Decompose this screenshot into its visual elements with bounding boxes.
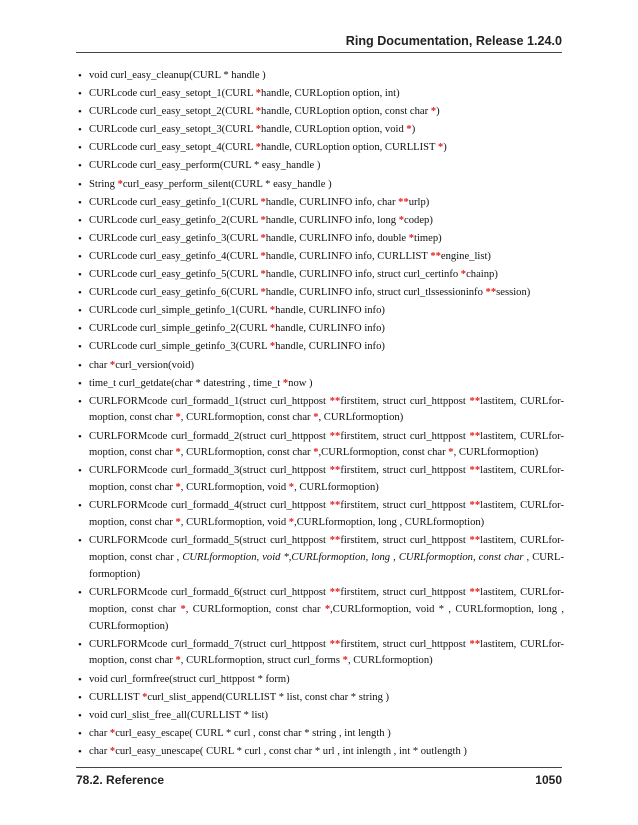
signature-text: ) (443, 142, 447, 154)
signature-text: codep) (404, 214, 433, 226)
function-signature-item (76, 140, 564, 157)
function-signature-item (76, 86, 564, 103)
signature-text: CURLFORMcode curl_formadd_4(struct curl_httppost (89, 500, 330, 512)
signature-text: , CURLformoption, void (180, 517, 289, 529)
signature-text: CURLcode curl_simple_getinfo_3(CURL (89, 341, 270, 353)
signature-text: CURLcode curl_easy_getinfo_3(CURL (89, 232, 261, 244)
pointer-asterisk: * (260, 214, 266, 226)
pointer-asterisk: ** (469, 535, 481, 547)
signature-text: handle, CURLINFO info) (275, 305, 385, 317)
signature-text: ,CURLformoption, void * , CURLformoption, long , CURLformoption) (89, 603, 564, 632)
signature-text: ) (411, 124, 416, 136)
signature-text: firstitem, struct curl_httppost (340, 430, 470, 442)
signature-text: lastitem, CURLfor-moption, const char (89, 500, 564, 529)
page-header (76, 28, 562, 53)
pointer-asterisk: ** (329, 465, 341, 477)
signature-text: , CURLformoption, const char (180, 412, 314, 424)
pointer-asterisk: * (260, 250, 266, 262)
pointer-asterisk: ** (329, 500, 341, 512)
signature-text: CURLcode curl_easy_setopt_3(CURL (89, 124, 256, 136)
function-signature-item (76, 285, 564, 302)
signature-text: , CURLformoption, void (180, 482, 289, 494)
function-signature-item (76, 394, 564, 428)
page-number: 1050 (535, 773, 562, 787)
signature-text: CURLFORMcode curl_formadd_1(struct curl_httppost (89, 395, 330, 407)
signature-text: handle, CURLINFO info, CURLLIST (265, 250, 431, 262)
function-signature-item (76, 122, 564, 139)
page-footer (76, 767, 562, 786)
signature-text: , CURLformoption, struct curl_forms (180, 655, 343, 667)
signature-text: time_t curl_getdate(char * datestring , time_t (89, 377, 283, 389)
signature-text: firstitem, struct curl_httppost (340, 500, 470, 512)
signature-text: CURLcode curl_simple_getinfo_1(CURL (89, 305, 270, 317)
signature-text: handle, CURLoption option, CURLLIST (261, 142, 438, 154)
function-signature-list (76, 68, 564, 761)
pointer-asterisk: * (324, 603, 331, 615)
function-signature-item (76, 321, 564, 338)
signature-text: handle, CURLINFO info, char (265, 196, 399, 208)
signature-text: ) (436, 106, 440, 118)
pointer-asterisk: * (342, 655, 348, 667)
pointer-asterisk: * (269, 341, 276, 353)
signature-text: firstitem, struct curl_httppost (340, 465, 470, 477)
pointer-asterisk: * (142, 691, 148, 703)
signature-text: String (89, 178, 118, 190)
function-signature-item (76, 267, 564, 284)
signature-text: void curl_slist_free_all(CURLLIST * list) (89, 709, 268, 721)
signature-text: handle, CURLINFO info, struct curl_certinfo (265, 269, 461, 281)
pointer-asterisk: ** (469, 465, 481, 477)
pointer-asterisk: * (175, 482, 181, 494)
pointer-asterisk: ** (329, 395, 341, 407)
signature-text: CURLcode curl_simple_getinfo_2(CURL (89, 323, 270, 335)
signature-text: firstitem, struct curl_httppost (340, 535, 470, 547)
pointer-asterisk: * (255, 142, 262, 154)
signature-text: , CURLformoption, const char (180, 447, 314, 459)
signature-text: firstitem, struct curl_httppost (340, 395, 470, 407)
function-signature-item (76, 429, 564, 463)
signature-text: handle, CURLoption option, void (261, 124, 407, 136)
function-signature-item (76, 708, 564, 725)
signature-text: CURLLIST (89, 691, 143, 703)
signature-text: CURLFORMcode curl_formadd_6(struct curl_httppost (89, 586, 330, 598)
pointer-asterisk: ** (469, 500, 481, 512)
pointer-asterisk: * (269, 323, 276, 335)
pointer-asterisk: ** (329, 535, 341, 547)
signature-text: CURLcode curl_easy_getinfo_1(CURL (89, 196, 261, 208)
function-signature-item (76, 249, 564, 266)
pointer-asterisk: * (282, 377, 289, 389)
signature-text: void curl_formfree(struct curl_httppost * form) (89, 673, 290, 685)
pointer-asterisk: * (438, 142, 444, 154)
signature-text: CURLcode curl_easy_getinfo_6(CURL (89, 287, 261, 299)
signature-text: , CURLformoption) (347, 655, 433, 667)
signature-text: CURLFORMcode curl_formadd_5(struct curl_httppost (89, 535, 330, 547)
function-signature-item (76, 358, 564, 375)
signature-text: curl_easy_escape( CURL * curl , const char * string , int length ) (115, 727, 391, 739)
pointer-asterisk: * (260, 232, 266, 244)
section-label: 78.2. Reference (76, 773, 165, 787)
function-signature-item (76, 177, 564, 194)
signature-text: , CURL-formoption) (89, 552, 564, 580)
pointer-asterisk: * (175, 655, 181, 667)
pointer-asterisk: * (260, 287, 266, 299)
function-signature-item (76, 585, 564, 635)
signature-text: char (89, 745, 110, 757)
pointer-asterisk: * (109, 359, 116, 371)
function-signature-item (76, 672, 564, 689)
pointer-asterisk: * (398, 214, 405, 226)
signature-text: char (89, 727, 110, 739)
signature-text: char (89, 359, 110, 371)
signature-text: lastitem, CURLfor-moption, const char (89, 586, 564, 615)
function-signature-item (76, 158, 564, 175)
signature-text: curl_version(void) (115, 359, 195, 371)
function-signature-item (76, 376, 564, 393)
function-signature-item (76, 637, 564, 671)
signature-text: handle, CURLINFO info, double (265, 232, 409, 244)
signature-text: , CURLformoption) (453, 447, 539, 459)
pointer-asterisk: * (260, 196, 266, 208)
pointer-asterisk: * (117, 178, 123, 190)
signature-text: lastitem, CURLfor-moption, const char (89, 430, 564, 459)
signature-text: session) (496, 287, 531, 299)
signature-text: urlp) (408, 196, 430, 208)
pointer-asterisk: * (430, 106, 437, 118)
pointer-asterisk: ** (469, 638, 481, 650)
pointer-asterisk: ** (469, 395, 481, 407)
signature-text: CURLFORMcode curl_formadd_7(struct curl_httppost (89, 638, 330, 650)
signature-text: , CURLformoption) (318, 412, 404, 424)
signature-text: engine_list) (440, 250, 491, 262)
signature-text: , CURLformoption) (294, 482, 379, 494)
signature-text: handle, CURLoption option, int) (261, 88, 400, 100)
pointer-asterisk: * (109, 745, 116, 757)
pointer-asterisk: * (255, 124, 262, 136)
signature-text: lastitem, CURLfor-moption, const char , (89, 535, 564, 564)
signature-text: CURLcode curl_easy_getinfo_4(CURL (89, 250, 261, 262)
pointer-asterisk: * (175, 447, 181, 459)
pointer-asterisk: ** (485, 287, 497, 299)
signature-text: handle, CURLoption option, const char (261, 106, 431, 118)
function-signature-item (76, 533, 564, 583)
pointer-asterisk: * (175, 517, 181, 529)
signature-text: curl_easy_perform_silent(CURL * easy_handle ) (122, 178, 332, 190)
pointer-asterisk: ** (398, 196, 409, 208)
function-signature-item (76, 463, 564, 497)
signature-text: ,CURLformoption, const char (318, 447, 449, 459)
signature-text: , CURLformoption, const char (185, 603, 325, 615)
document-title: Ring Documentation, Release 1.24.0 (345, 34, 562, 48)
pointer-asterisk: * (288, 517, 295, 529)
pointer-asterisk: ** (329, 430, 341, 442)
pointer-asterisk: * (406, 124, 412, 136)
signature-text: curl_easy_unescape( CURL * curl , const char * url , int inlength , int * outlength ) (115, 745, 467, 757)
signature-text: void curl_easy_cleanup(CURL * handle ) (89, 70, 266, 81)
pointer-asterisk: * (255, 106, 262, 118)
pointer-asterisk: * (255, 88, 262, 100)
signature-text: CURLcode curl_easy_getinfo_2(CURL (89, 214, 261, 226)
signature-text: handle, CURLINFO info) (275, 341, 385, 353)
signature-text: timep) (414, 232, 442, 244)
function-signature-item (76, 104, 564, 121)
pointer-asterisk: ** (329, 586, 341, 598)
pointer-asterisk: * (109, 727, 116, 739)
signature-text: CURLcode curl_easy_setopt_2(CURL (89, 106, 256, 118)
pointer-asterisk: * (269, 305, 276, 317)
function-signature-item (76, 744, 564, 761)
signature-text: CURLFORMcode curl_formadd_3(struct curl_httppost (89, 465, 330, 477)
signature-text: lastitem, CURLfor-moption, const char (89, 465, 564, 494)
api-reference-content (76, 68, 564, 762)
function-signature-item (76, 498, 564, 532)
signature-text: handle, CURLINFO info, long (265, 214, 399, 226)
signature-text: lastitem, CURLfor-moption, const char (89, 638, 564, 667)
signature-text: CURLFORMcode curl_formadd_2(struct curl_httppost (89, 430, 330, 442)
pointer-asterisk: ** (329, 638, 341, 650)
pointer-asterisk: ** (469, 430, 481, 442)
function-signature-item (76, 231, 564, 248)
pointer-asterisk: * (180, 603, 186, 615)
pointer-asterisk: * (460, 269, 467, 281)
function-signature-item (76, 690, 564, 707)
signature-text: firstitem, struct curl_httppost (340, 638, 470, 650)
signature-text: now ) (288, 377, 313, 389)
signature-text: CURLcode curl_easy_getinfo_5(CURL (89, 269, 261, 281)
pointer-asterisk: * (448, 447, 454, 459)
pointer-asterisk: * (313, 447, 319, 459)
function-signature-item (76, 195, 564, 212)
pointer-asterisk: ** (469, 586, 481, 598)
function-signature-item (76, 213, 564, 230)
pointer-asterisk: * (260, 269, 266, 281)
function-signature-item (76, 726, 564, 743)
pointer-asterisk: * (175, 412, 181, 424)
signature-text: curl_slist_append(CURLLIST * list, const char * string ) (147, 691, 390, 703)
signature-text: CURLcode curl_easy_perform(CURL * easy_handle ) (89, 160, 321, 172)
pointer-asterisk: * (288, 482, 295, 494)
signature-text: handle, CURLINFO info) (275, 323, 385, 335)
signature-text: firstitem, struct curl_httppost (340, 586, 470, 598)
signature-text: chainp) (466, 269, 498, 281)
italic-signature-text: CURLformoption, void *,CURLformoption, long , CURLformoption, const char (182, 552, 524, 564)
signature-text: handle, CURLINFO info, struct curl_tlssessioninfo (265, 287, 486, 299)
signature-text: ,CURLformoption, long , CURLformoption) (294, 517, 485, 529)
function-signature-item (76, 68, 564, 85)
pointer-asterisk: * (313, 412, 319, 424)
function-signature-item (76, 303, 564, 320)
pointer-asterisk: ** (430, 250, 441, 262)
signature-text: CURLcode curl_easy_setopt_4(CURL (89, 142, 256, 154)
signature-text: CURLcode curl_easy_setopt_1(CURL (89, 88, 256, 100)
pointer-asterisk: * (408, 232, 415, 244)
function-signature-item (76, 339, 564, 356)
signature-text: lastitem, CURLfor-moption, const char (89, 395, 564, 424)
